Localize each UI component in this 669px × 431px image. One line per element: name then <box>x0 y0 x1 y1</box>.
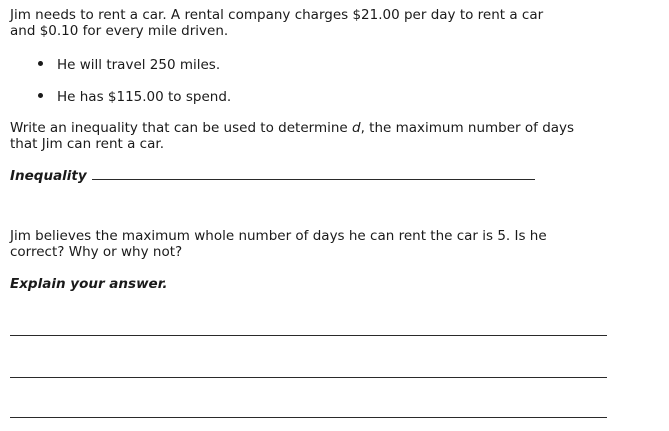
question-1 <box>10 120 610 152</box>
question-1-line-2: that Jim can rent a car. <box>10 136 164 152</box>
inequality-answer-line[interactable] <box>92 179 535 180</box>
question-2-line-2: correct? Why or why not? <box>10 244 183 260</box>
question-1-text-b: , the maximum number of days <box>360 120 575 136</box>
bullet-icon <box>38 93 43 98</box>
problem-intro <box>10 7 610 39</box>
explanation-answer-line-2[interactable] <box>10 377 607 378</box>
question-1-line-1 <box>10 120 610 136</box>
explain-label: Explain your answer. <box>10 276 168 292</box>
list-item-text: He will travel 250 miles. <box>57 57 221 73</box>
bullet-icon <box>38 61 43 66</box>
question-2-line-1: Jim believes the maximum whole number of days he can rent the car is 5. Is he <box>10 228 547 244</box>
intro-line-1: Jim needs to rent a car. A rental company charges $21.00 per day to rent a car <box>10 7 544 23</box>
explanation-answer-line-1[interactable] <box>10 335 607 336</box>
inequality-label: Inequality <box>10 168 87 184</box>
list-item <box>38 57 220 73</box>
question-1-text-a: Write an inequality that can be used to determine <box>10 120 352 136</box>
variable-d: d <box>352 120 361 136</box>
list-item <box>38 89 231 105</box>
question-2 <box>10 228 610 260</box>
intro-line-2: and $0.10 for every mile driven. <box>10 23 229 39</box>
explanation-answer-line-3[interactable] <box>10 417 607 418</box>
list-item-text: He has $115.00 to spend. <box>57 89 232 105</box>
